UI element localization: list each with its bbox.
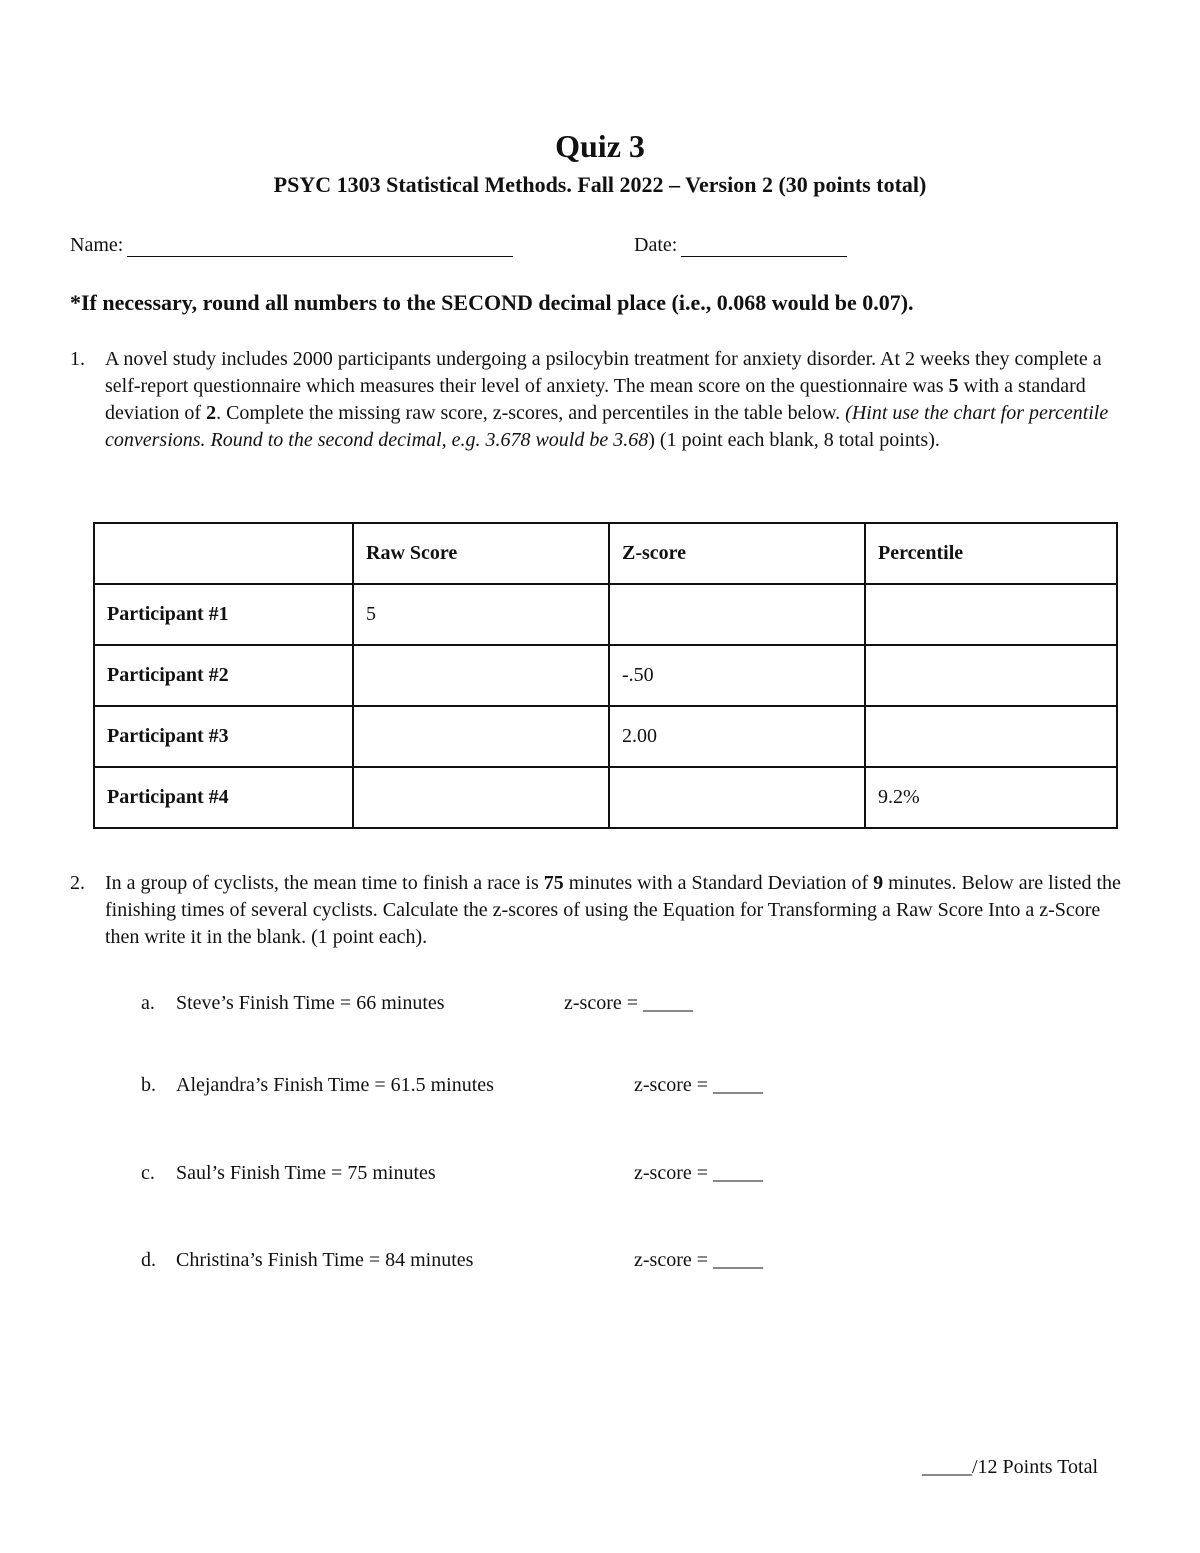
row-label: Participant #1: [94, 584, 353, 645]
date-blank[interactable]: [681, 234, 847, 257]
z-score-blank[interactable]: z-score = _____: [634, 1074, 764, 1096]
z-score-cell[interactable]: [609, 767, 865, 828]
q1-text-part: ) (1 point each blank, 8 total points).: [648, 429, 940, 451]
question-1: [70, 346, 1130, 454]
percentile-cell[interactable]: 9.2%: [865, 767, 1117, 828]
row-label: Participant #3: [94, 706, 353, 767]
item-text: Saul’s Finish Time = 75 minutes: [176, 1162, 436, 1184]
table-row: [94, 706, 1117, 767]
q2-text-part: minutes. Below are listed the finishing times of several cyclists. Calculate the z-scores of using the Equation for Transforming a Raw Score Into a z-Score then write it in the blank. (1 point each).: [105, 872, 1121, 948]
question-2-text: [105, 870, 1130, 951]
table-row: [94, 584, 1117, 645]
q1-text-part: with a standard deviation of: [105, 375, 1086, 424]
course-subtitle: PSYC 1303 Statistical Methods. Fall 2022 – Version 2 (30 points total): [273, 172, 927, 197]
table-header-cell: Z-score: [609, 523, 865, 584]
z-score-blank[interactable]: z-score = _____: [564, 992, 694, 1014]
name-field: [70, 234, 513, 257]
date-label: Date:: [634, 234, 678, 256]
question-2-number: 2.: [70, 872, 85, 894]
question-1-number: 1.: [70, 348, 85, 370]
q2-sd-value: 9: [873, 872, 884, 894]
item-letter: c.: [141, 1162, 155, 1184]
raw-score-cell[interactable]: [353, 706, 609, 767]
item-letter: d.: [141, 1249, 156, 1271]
z-score-blank[interactable]: z-score = _____: [634, 1162, 764, 1184]
rounding-instruction: *If necessary, round all numbers to the SECOND decimal place (i.e., 0.068 would be 0.07).: [70, 290, 914, 315]
raw-score-cell[interactable]: 5: [353, 584, 609, 645]
name-blank[interactable]: [127, 234, 513, 257]
q2-mean-value: 75: [543, 872, 564, 894]
q1-text-part: . Complete the missing raw score, z-scores, and percentiles in the table below.: [216, 402, 846, 424]
raw-score-cell[interactable]: [353, 645, 609, 706]
percentile-cell[interactable]: [865, 706, 1117, 767]
table-header-row: [94, 523, 1117, 584]
z-score-cell[interactable]: 2.00: [609, 706, 865, 767]
q2-text-part: In a group of cyclists, the mean time to finish a race is: [105, 872, 544, 894]
z-score-cell[interactable]: [609, 584, 865, 645]
table-header-cell: Raw Score: [353, 523, 609, 584]
table-header-cell: Percentile: [865, 523, 1117, 584]
item-text: Christina’s Finish Time = 84 minutes: [176, 1249, 474, 1271]
percentile-cell[interactable]: [865, 645, 1117, 706]
row-label: Participant #4: [94, 767, 353, 828]
page-title: Quiz 3: [555, 128, 645, 164]
z-score-blank[interactable]: z-score = _____: [634, 1249, 764, 1271]
score-table: [93, 522, 1118, 829]
q1-text-part: A novel study includes 2000 participants undergoing a psilocybin treatment for anxiety disorder. At 2 weeks they complete a self-report questionnaire which measures their level of anxiety. The mean score on the questionnaire was: [105, 348, 1102, 397]
date-field: [634, 234, 847, 257]
z-score-cell[interactable]: -.50: [609, 645, 865, 706]
q2-text-part: minutes with a Standard Deviation of: [563, 872, 874, 894]
question-1-text: [105, 346, 1130, 454]
table-header-cell: [94, 523, 353, 584]
question-2: [70, 870, 1130, 951]
name-label: Name:: [70, 234, 124, 256]
table-row: [94, 645, 1117, 706]
q1-mean-value: 5: [948, 375, 959, 397]
item-text: Alejandra’s Finish Time = 61.5 minutes: [176, 1074, 494, 1096]
points-total: _____/12 Points Total: [922, 1456, 1099, 1478]
q1-hint: (Hint use the chart for percentile conversions. Round to the second decimal, e.g. 3.678 would be 3.68: [105, 402, 1109, 451]
item-letter: a.: [141, 992, 155, 1014]
item-letter: b.: [141, 1074, 156, 1096]
item-text: Steve’s Finish Time = 66 minutes: [176, 992, 445, 1014]
percentile-cell[interactable]: [865, 584, 1117, 645]
row-label: Participant #2: [94, 645, 353, 706]
table-row: [94, 767, 1117, 828]
raw-score-cell[interactable]: [353, 767, 609, 828]
q1-sd-value: 2: [206, 402, 217, 424]
